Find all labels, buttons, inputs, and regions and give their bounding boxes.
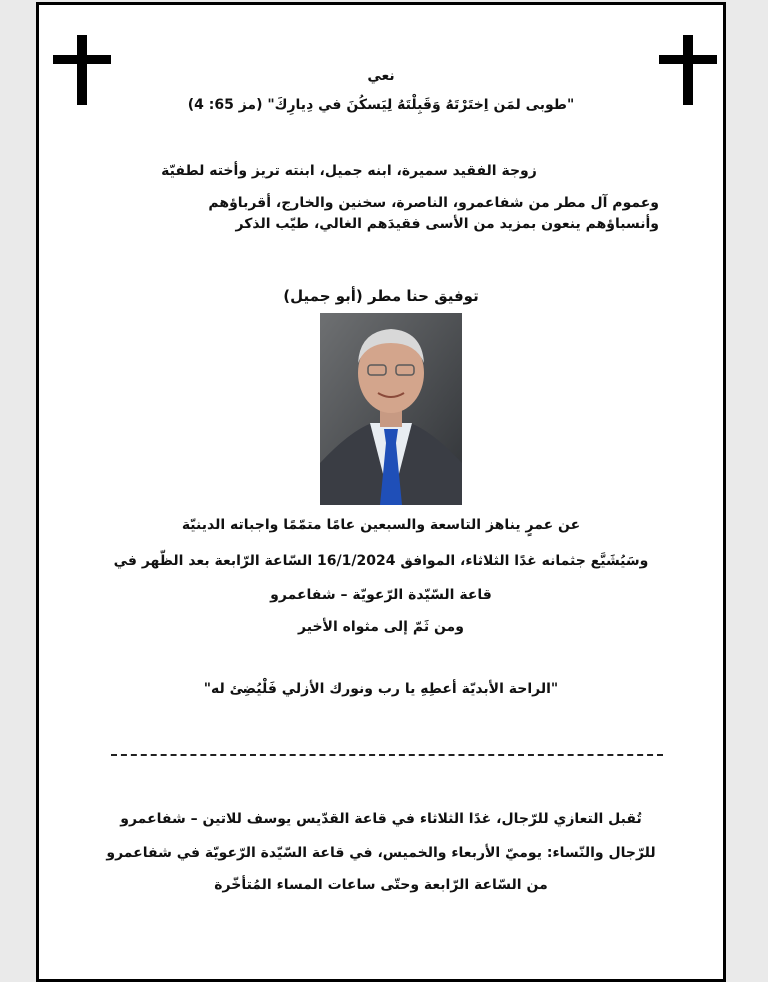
separator-dashes [111, 754, 663, 756]
final-resting-line: ومن ثَمّ إلى مثواه الأخير [298, 619, 464, 635]
age-line: عن عمرٍ يناهز التاسعة والسبعين عامًا متمّمًا واجباته الدينيّة [181, 517, 581, 533]
hall-line: قاعة السّيّدة الرّعويّة – شفاعمرو [270, 587, 492, 603]
funeral-line: وسَيُشَيَّع جثمانه غدًا الثلاثاء، الموافق 16/1/2024 السّاعة الرّابعة بعد الظّهر في [113, 553, 649, 569]
bible-verse: "طوبى لمَن اِختَرْتَهُ وَقَبِلْتَهُ لِيَسكُنَ في دِيارِكَ" (مز 65: 4) [187, 97, 575, 113]
mourners-paragraph: وعموم آل مطر من شفاعمرو، الناصرة، سخنين والخارج، أقرباؤهم وأنسباؤهم ينعون بمزيد من الأسى فقيدَهم الغالي، طيّب الذكر [208, 195, 659, 232]
condolences-line-3: من السّاعة الرّابعة وحتّى ساعات المساء المُتأخّرة [214, 877, 548, 893]
family-line: زوجة الفقيد سميرة، ابنه جميل، ابنته تريز وأخته لطفيّة [161, 163, 537, 179]
deceased-name: توفيق حنا مطر (أبو جميل) [283, 287, 479, 305]
condolences-line-1: تُقبل التعازي للرّجال، غدًا الثلاثاء في قاعة القدّيس يوسف للاتين – شفاعمرو [120, 811, 642, 827]
prayer-line: "الراحة الأبديّة أعطِهِ يا رب ونورك الأزلي فَلْيُضِئ له" [203, 681, 559, 697]
obituary-sheet [36, 2, 726, 982]
obituary-title: نعي [367, 68, 395, 84]
condolences-line-2: للرّجال والنّساء: يوميّ الأربعاء والخميس، في قاعة السّيّدة الرّعويّة في شفاعمرو [106, 845, 656, 861]
deceased-portrait [320, 313, 462, 505]
